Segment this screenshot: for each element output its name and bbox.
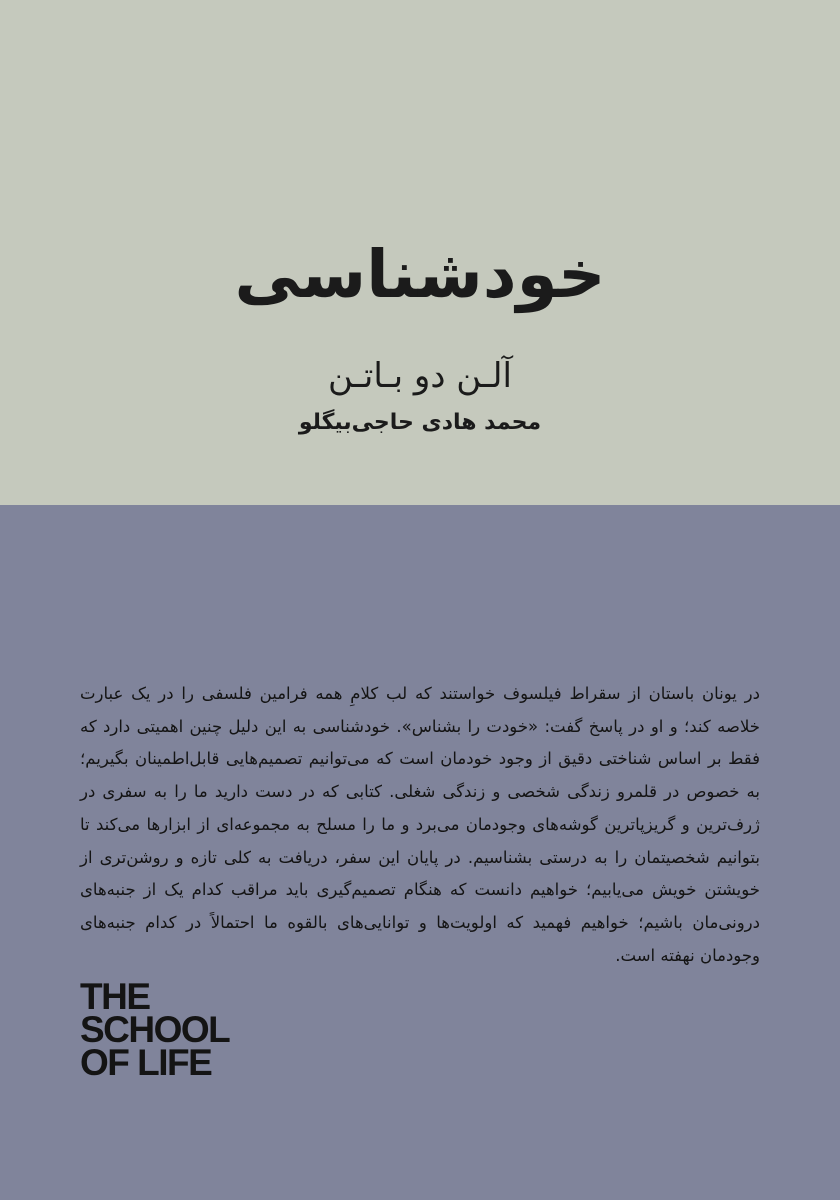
logo-line-3: OF LIFE xyxy=(80,1042,212,1083)
translator-name: محمد هادی حاجی‌بیگلو xyxy=(298,410,542,435)
book-title: خودشناسی xyxy=(234,236,606,313)
logo-line-1: THE xyxy=(80,976,150,1017)
logo-line-2: SCHOOL xyxy=(80,1009,230,1050)
school-of-life-logo xyxy=(80,976,280,1083)
back-blurb: در یونان باستان از سقراط فیلسوف خواستند که لب کلامِ همه فرامین فلسفی را در یک عبارت خلاصه کند؛ و او در پاسخ گفت: «خودت را بشناس». خودشناسی به این دلیل چنین اهمیتی دارد که فقط بر اساس شناختی دقیق از وجود خودمان است که می‌توانیم تصمیم‌هایی قابل‌اطمینان بگیریم؛ به خصوص در قلمرو زندگی شخصی و زندگی شغلی. کتابی که در دست دارید ما را به سفری در ژرف‌ترین و گریزپاترین گوشه‌های وجودمان می‌برد و ما را مسلح به مجموعه‌ای از ابزارها می‌کند تا بتوانیم شخصیتمان را به درستی بشناسیم. در پایان این سفر، دریافت به کلی تازه و روشن‌تری از خویشتن خویش می‌یابیم؛ خواهیم دانست که هنگام تصمیم‌گیری باید مراقب کدام یک از جنبه‌های درونی‌مان باشیم؛ خواهیم فهمید که اولویت‌ها و توانایی‌های بالقوه ما احتمالاً در کدام جنبه‌های وجودمان نهفته است. xyxy=(80,684,760,965)
author-name: آلـن دو بـاتـن xyxy=(328,356,512,396)
